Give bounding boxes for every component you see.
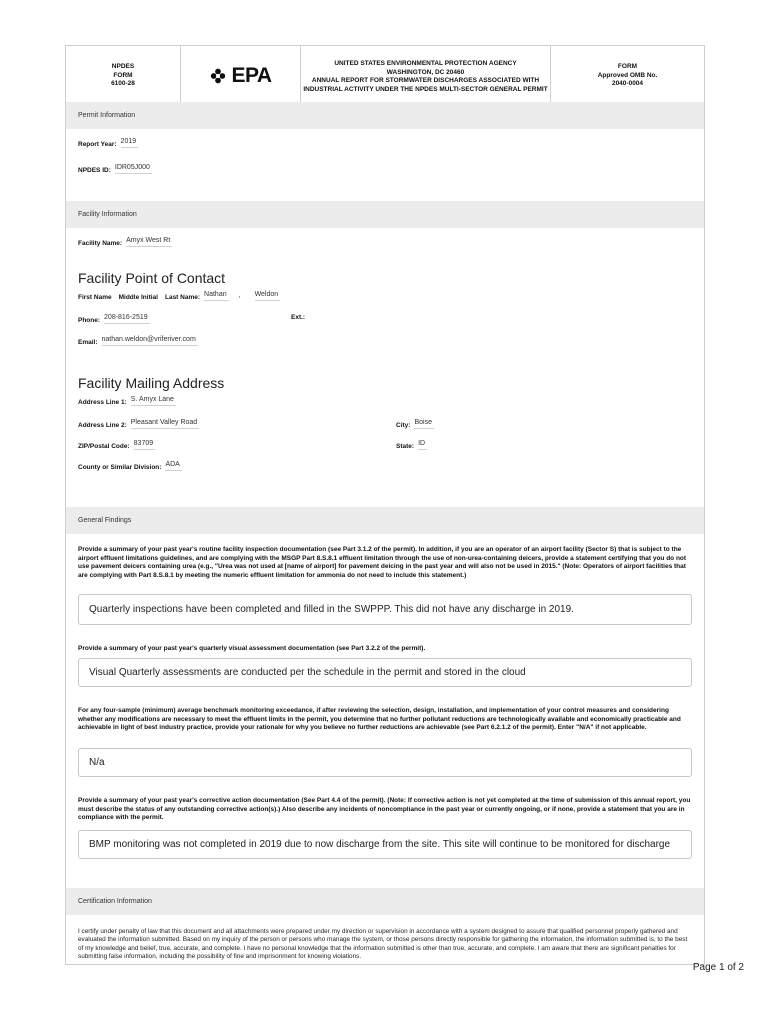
omb-block [551, 46, 704, 106]
report-year-row [78, 138, 138, 148]
last-name-field[interactable]: Weldon [255, 291, 281, 301]
address-line1-field[interactable]: S. Amyx Lane [131, 396, 176, 406]
state-field[interactable]: ID [418, 440, 427, 450]
address-line1-label: Address Line 1: [78, 399, 127, 406]
name-separator: , [238, 292, 241, 299]
contact-name-row [78, 291, 280, 301]
middle-initial-label: Middle Initial [118, 294, 158, 301]
zip-label: ZIP/Postal Code: [78, 443, 130, 450]
city-field[interactable]: Boise [414, 419, 434, 429]
form-line-2: FORM [113, 71, 133, 79]
question-visual-assessment: Provide a summary of your past year's quarterly visual assessment documentation (see Part 3.2.2 of the permit). [78, 645, 426, 652]
facility-name-label: Facility Name: [78, 240, 123, 247]
address-line2-row [78, 419, 199, 429]
state-label: State: [396, 443, 415, 450]
facility-name-row [78, 237, 172, 247]
answer-corrective-action[interactable]: BMP monitoring was not completed in 2019 due to now discharge from the site. This site will continue to be monitored for discharge [78, 830, 692, 859]
facility-name-field[interactable]: Amyx West Rt [126, 237, 172, 247]
epa-logo [181, 46, 301, 106]
report-year-field[interactable]: 2019 [121, 138, 139, 148]
agency-line-1: UNITED STATES ENVIRONMENTAL PROTECTION AGENCY [334, 60, 517, 67]
answer-visual-assessment[interactable]: Visual Quarterly assessments are conducted per the schedule in the permit and stored in the cloud [78, 658, 692, 687]
report-year-label: Report Year: [78, 141, 117, 148]
page-number: Page 1 of 2 [692, 962, 744, 973]
phone-row [78, 314, 150, 324]
omb-line-1: FORM [617, 63, 638, 71]
form-header [66, 46, 704, 107]
address-line2-field[interactable]: Pleasant Valley Road [131, 419, 199, 429]
zip-row [78, 440, 155, 450]
npdes-id-field[interactable]: IDR05J000 [115, 164, 152, 174]
section-certification-information: Certification Information [66, 888, 704, 915]
email-label: Email: [78, 339, 98, 346]
agency-line-3: ANNUAL REPORT FOR STORMWATER DISCHARGES ASSOCIATED WITH [311, 77, 540, 84]
agency-line-4: INDUSTRIAL ACTIVITY UNDER THE NPDES MULTI-SECTOR GENERAL PERMIT [303, 85, 548, 93]
answer-routine-inspection[interactable]: Quarterly inspections have been completed and filled in the SWPPP. This did not have any discharge in 2019. [78, 594, 692, 625]
phone-label: Phone: [78, 317, 101, 324]
zip-field[interactable]: 83709 [134, 440, 155, 450]
npdes-id-label: NPDES ID: [78, 167, 111, 174]
omb-line-3: 2040-0004 [611, 80, 644, 88]
ext-row [291, 314, 305, 321]
npdes-id-row [78, 164, 152, 174]
report-form [65, 45, 705, 965]
county-field[interactable]: ADA [165, 461, 181, 471]
answer-benchmark-exceedance[interactable]: N/a [78, 748, 692, 777]
city-row [396, 419, 434, 429]
first-name-field[interactable]: Nathan [204, 291, 229, 301]
county-label: County or Similar Division: [78, 464, 162, 471]
city-label: City: [396, 422, 411, 429]
first-name-label: First Name [78, 294, 112, 301]
section-facility-information: Facility Information [66, 201, 704, 228]
agency-line-2: WASHINGTON, DC 20460 [386, 68, 465, 76]
phone-field[interactable]: 208-816-2519 [104, 314, 150, 324]
section-general-findings: General Findings [66, 507, 704, 534]
section-permit-information: Permit Information [66, 102, 704, 129]
question-routine-inspection: Provide a summary of your past year's routine facility inspection documentation (see Part 3.1.2 of the permit). In addition, if you are an operator of an airport facility (Sector S) that is subject to the airport effluent limitations guidelines, and are complying with the MSGP Part 8.S.8.1 effluent limitation through the use of non-urea-containing deicers, provide a statement certifying that you do not use pavement deicers containing urea (e.g., "Urea was not used at [name of airport] for pavement deicing in the past year and will also not be used in 2015." (Note: Operators of airport facilities that are complying with Part 8.S.8.1 by meeting the numeric effluent limitation for ammonia do not need to include this statement.) [78, 546, 687, 579]
form-line-3: 6100-28 [111, 80, 135, 88]
email-row [78, 336, 198, 346]
epa-logo-text: EPA [231, 63, 272, 87]
epa-flower-icon [209, 67, 227, 85]
omb-line-2: Approved OMB No. [597, 71, 658, 79]
last-name-label: Last Name: [164, 294, 201, 301]
agency-title-block [301, 46, 551, 106]
certification-statement: I certify under penalty of law that this document and all attachments were prepared under my direction or supervision in accordance with a system designed to assure that qualified personnel properly gathered and evaluated the information submitted. Based on my inquiry of the person or persons who manage the system, or those persons directly responsible for gathering the information, the information submitted is, to the best of my knowledge and belief, true, accurate, and complete. I have no personal knowledge that the information submitted is other than true, accurate, and complete. I am aware that there are significant penalties for submitting false information, including the possibility of fine and imprisonment for knowing violations. [78, 928, 688, 961]
contact-heading: Facility Point of Contact [78, 270, 226, 286]
address-line2-label: Address Line 2: [78, 422, 127, 429]
question-benchmark-exceedance: For any four-sample (minimum) average benchmark monitoring exceedance, if after reviewing the selection, design, installation, and implementation of your control measures and considering whether any modifications are necessary to meet the effluent limits in the permit, you determine that no further pollutant reductions are technologically available and economically practicable and achievable in light of best industry practice, provide your rationale for why you believe no further reductions are achievable (see Part 6.2.1.2 of the permit). Enter "N/A" if not applicable. [78, 707, 681, 732]
form-line-1: NPDES [111, 63, 135, 71]
mailing-heading: Facility Mailing Address [78, 375, 225, 391]
state-row [396, 440, 427, 450]
form-number-block [66, 46, 181, 106]
email-field[interactable]: nathan.weldon@vriferiver.com [102, 336, 198, 346]
question-corrective-action: Provide a summary of your past year's corrective action documentation (See Part 4.4 of the permit). (Note: If corrective action is not yet completed at the time of submission of this annual report, you must describe the status of any outstanding corrective action(s).) Also describe any incidents of noncompliance in the past year or currently ongoing, or if none, provide a statement that you are in compliance with the permit. [78, 797, 691, 822]
ext-label: Ext.: [291, 314, 306, 321]
address-line1-row [78, 396, 176, 406]
county-row [78, 461, 182, 471]
